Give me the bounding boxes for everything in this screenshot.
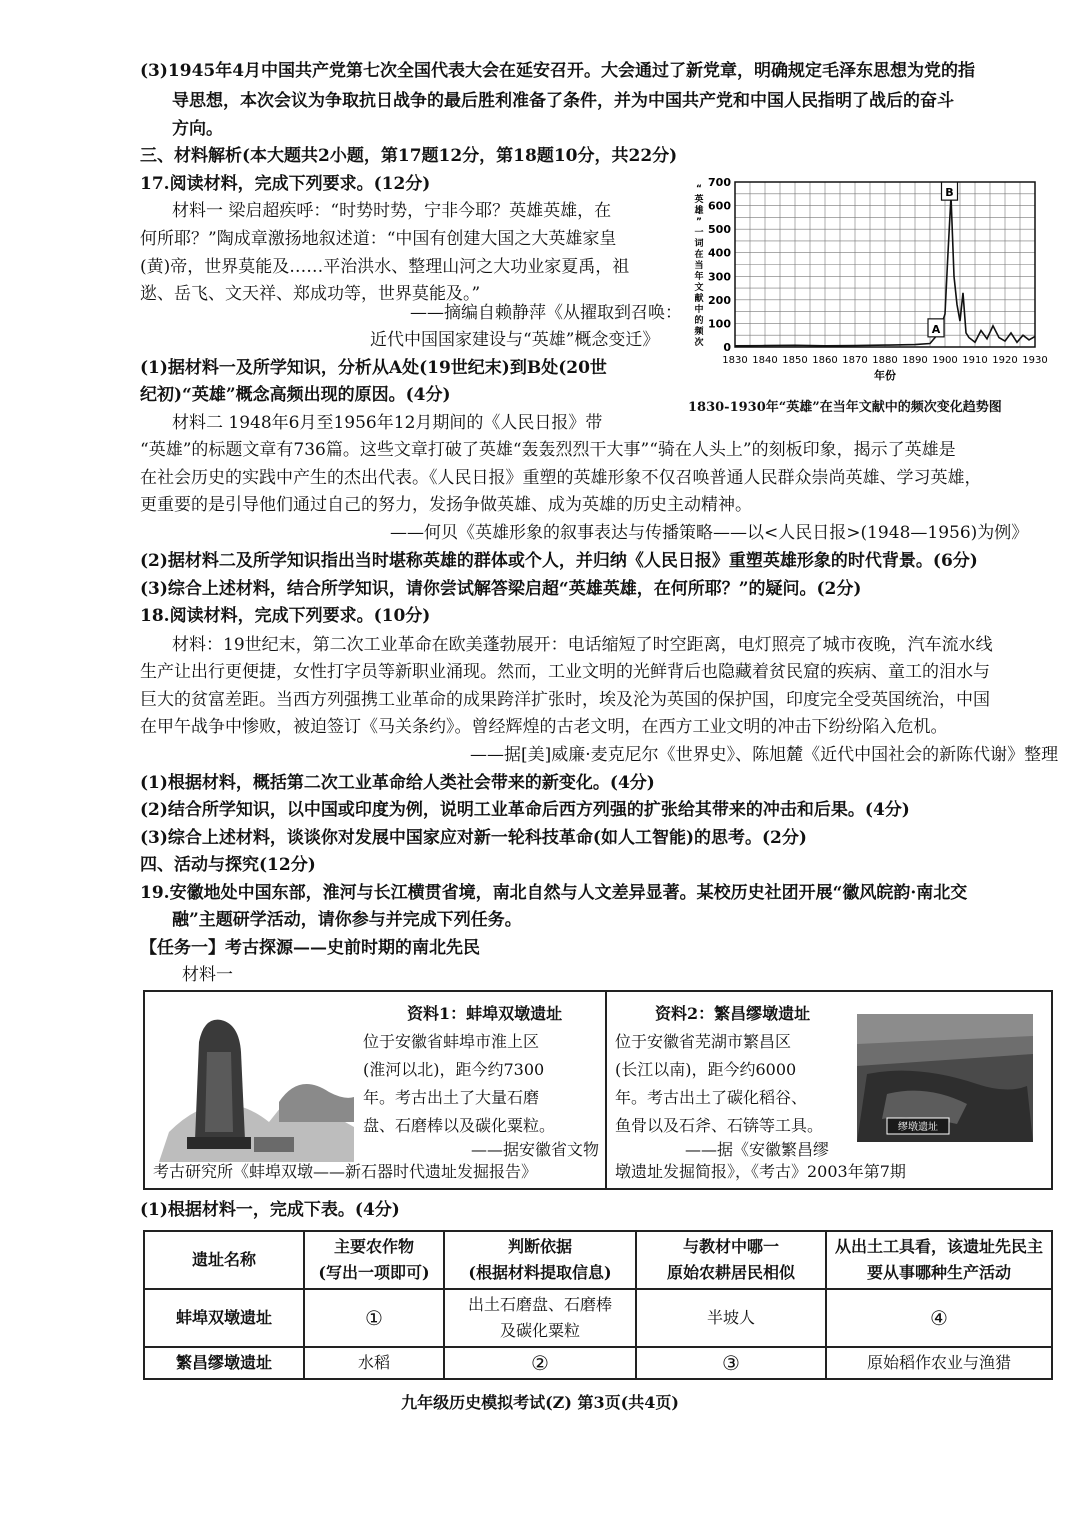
r1-crop: ①: [304, 1289, 444, 1347]
x-tick-label: 1840: [752, 355, 778, 366]
q17-m2-line4: 更重要的是引导他们通过自己的努力，发扬争做英雄、成为英雄的历史主动精神。: [140, 495, 752, 515]
y-tick-label: 600: [708, 199, 731, 213]
q17-q3: (3)综合上述材料，结合所学知识，请你尝试解答梁启超“英雄英雄，在何所耶？”的疑问。(2分): [140, 579, 862, 599]
table-row: [144, 1347, 1052, 1379]
material1-label: 材料一: [182, 965, 233, 985]
r1-site: 蚌埠双墩遗址: [144, 1289, 304, 1347]
x-axis-label: 年份: [874, 369, 896, 382]
task1-title: 【任务一】考古探源——史前时期的南北先民: [140, 938, 480, 958]
y-axis-label-char: 的: [694, 315, 704, 326]
y-axis-label-char: 频: [694, 326, 704, 337]
y-axis-label-char: 雄: [694, 205, 704, 216]
x-tick-label: 1920: [992, 355, 1018, 366]
r2-similar: ③: [636, 1347, 826, 1379]
q17-m1-line2: 何所耶？”陶成章激扬地叙述道：“中国有创建大国之大英雄家皇: [140, 229, 617, 249]
y-axis-label-char: 英: [694, 194, 704, 205]
r1-basis-line1: 出土石磨盘、石磨棒: [467, 1295, 612, 1314]
q17-m1-line3: (黄)帝，世界莫能及……平治洪水、整理山河之大功业家夏禹，祖: [140, 257, 630, 277]
q17-q1-line1: (1)据材料一及所学知识，分析从A处(19世纪末)到B处(20世: [140, 358, 607, 378]
q16-3-line3: 方向。: [172, 119, 223, 139]
r1-line4: 年。考古出土了大量石磨: [363, 1088, 540, 1107]
r2-site: 繁昌缪墩遗址: [144, 1347, 304, 1379]
r1-line3: (淮河以北)，距今约7300: [363, 1060, 545, 1079]
material-box: [143, 990, 1053, 1190]
th-similar-line1: 与教材中哪一: [682, 1237, 779, 1256]
q18-m-line2: 生产让出行更便捷，女性打字员等新职业涌现。然而，工业文明的光鲜背后也隐藏着贫民窟的疾病、童工的泪水与: [140, 662, 990, 682]
y-axis-label-char: 在: [694, 249, 704, 260]
r1-source1: ——据安徽省文物: [471, 1140, 600, 1159]
y-axis-label-char: “: [696, 183, 702, 194]
q16-3-line2: 导思想，本次会议为争取抗日战争的最后胜利准备了条件，并为中国共产党和中国人民指明了战后的奋斗: [172, 91, 954, 111]
r2-title: 资料2：繁昌缪墩遗址: [655, 1004, 811, 1023]
th-basis-line2: (根据材料提取信息): [468, 1263, 612, 1282]
q17-m1-line1: 材料一 梁启超疾呼：“时势时势，宁非今耶？英雄英雄，在: [172, 201, 612, 221]
q18-m-line3: 巨大的贫富差距。当西方列强携工业革命的成果跨洋扩张时，埃及沦为英国的保护国，印度完全受英国统治，中国: [140, 690, 990, 710]
photo-label: 缪墩遗址: [898, 1122, 938, 1133]
chart-caption: 1830-1930年“英雄”在当年文献中的频次变化趋势图: [688, 400, 1002, 415]
x-tick-label: 1910: [962, 355, 988, 366]
x-tick-label: 1850: [782, 355, 808, 366]
q18-q2: (2)结合所学知识，以中国或印度为例，说明工业革命后西方列强的扩张给其带来的冲击和后果。(4分): [140, 800, 910, 820]
q17-m1-source1: ——摘编自赖静萍《从擢取到召唤：: [410, 303, 682, 323]
q19-line2: 融”主题研学活动，请你参与并完成下列任务。: [172, 910, 522, 930]
r2-line2: 位于安徽省芜湖市繁昌区: [615, 1032, 792, 1051]
table-header-row: [144, 1231, 1052, 1289]
r1-basis-line2: 及碳化粟粒: [499, 1321, 580, 1340]
shuangdun-site-photo: [159, 1012, 359, 1162]
q18-m-line4: 在甲午战争中惨败，被迫签订《马关条约》。曾经辉煌的古老文明，在西方工业文明的冲击下纷纷陷入危机。: [140, 717, 948, 737]
annotation-a-label: A: [931, 322, 941, 336]
y-axis-label-char: ”: [696, 216, 702, 227]
frequency-chart: [685, 170, 1055, 420]
r2-basis: ②: [444, 1347, 636, 1379]
th-basis: [444, 1231, 636, 1289]
y-axis-label-char: 献: [694, 293, 704, 304]
y-tick-label: 300: [708, 270, 731, 284]
q18-source: ——据[美]威廉·麦克尼尔《世界史》、陈旭麓《近代中国社会的新陈代谢》整理: [470, 745, 1059, 765]
th-activity-line2: 要从事哪种生产活动: [866, 1263, 1011, 1282]
th-similar: [636, 1231, 826, 1289]
x-tick-label: 1890: [902, 355, 928, 366]
y-tick-label: 200: [708, 293, 731, 307]
q18-q3: (3)综合上述材料，谈谈你对发展中国家应对新一轮科技革命(如人工智能)的思考。(2分): [140, 828, 807, 848]
th-similar-line2: 原始农耕居民相似: [666, 1263, 795, 1282]
y-tick-label: 0: [723, 341, 731, 354]
q18-title: 18.阅读材料，完成下列要求。(10分): [140, 606, 431, 626]
th-activity-line1: 从出土工具看，该遗址先民主: [834, 1237, 1043, 1256]
frequency-chart-svg: [685, 170, 1055, 395]
th-crop-line2: (写出一项即可): [318, 1263, 430, 1282]
r2-line4: 年。考古出土了碳化稻谷、: [615, 1088, 808, 1107]
q17-q2: (2)据材料二及所学知识指出当时堪称英雄的群体或个人，并归纳《人民日报》重塑英雄形象的时代背景。(6分): [140, 551, 978, 571]
r2-source1: ——据《安徽繁昌缪: [685, 1140, 830, 1159]
y-axis-label-char: 年: [694, 271, 704, 282]
r2-line3: (长江以南)，距今约6000: [615, 1060, 797, 1079]
x-tick-label: 1900: [932, 355, 958, 366]
r1-line5: 盘、石磨棒以及碳化粟粒。: [363, 1116, 556, 1135]
moudun-site-photo: [857, 1014, 1033, 1142]
r1-title: 资料1：蚌埠双墩遗址: [407, 1004, 563, 1023]
q17-m2-source: ——何贝《英雄形象的叙事表达与传播策略——以<人民日报>(1948—1956)为例》: [390, 523, 1029, 543]
x-tick-label: 1830: [722, 355, 748, 366]
y-axis-label-char: 中: [694, 304, 704, 315]
th-site: 遗址名称: [144, 1231, 304, 1289]
y-tick-label: 700: [708, 176, 731, 189]
q17-m2-line3: 在社会历史的实践中产生的杰出代表。《人民日报》重塑的英雄形象不仅召唤普通人民群众崇尚英雄、学习英雄，: [140, 468, 982, 488]
th-crop-line1: 主要农作物: [333, 1237, 414, 1256]
material-divider: [605, 992, 607, 1188]
site-table: [143, 1230, 1053, 1380]
page-footer: 九年级历史模拟考试(Z) 第3页(共4页): [401, 1393, 679, 1412]
section4-title: 四、活动与探究(12分): [140, 855, 316, 875]
q18-q1: (1)根据材料，概括第二次工业革命给人类社会带来的新变化。(4分): [140, 773, 655, 793]
q19-line1: 19.安徽地处中国东部，淮河与长江横贯省境，南北自然与人文差异显著。某校历史社团开展“徽风皖韵·南北交: [140, 883, 968, 903]
y-axis-label-char: 词: [694, 238, 704, 249]
x-tick-label: 1870: [842, 355, 868, 366]
r2-crop: 水稻: [304, 1347, 444, 1379]
th-crop: [304, 1231, 444, 1289]
q17-m1-source2: 近代中国国家建设与“英雄”概念变迁》: [370, 330, 660, 350]
r2-line5: 鱼骨以及石斧、石锛等工具。: [615, 1116, 824, 1135]
q19-q1: (1)根据材料一，完成下表。(4分): [140, 1200, 400, 1220]
r2-source2: 墩遗址发掘简报》，《考古》2003年第7期: [615, 1162, 906, 1181]
q17-q1-line2: 纪初)“英雄”概念高频出现的原因。(4分): [140, 385, 451, 405]
r1-basis: [444, 1289, 636, 1347]
th-activity: [826, 1231, 1052, 1289]
y-tick-label: 100: [708, 317, 731, 331]
r1-similar: 半坡人: [636, 1289, 826, 1347]
x-tick-label: 1880: [872, 355, 898, 366]
y-tick-label: 500: [708, 223, 731, 237]
r2-activity: 原始稻作农业与渔猎: [826, 1347, 1052, 1379]
y-tick-label: 400: [708, 246, 731, 260]
q17-m1-line4: 逖、岳飞、文天祥、郑成功等，世界莫能及。”: [140, 284, 481, 304]
section3-title: 三、材料解析(本大题共2小题，第17题12分，第18题10分，共22分): [140, 146, 678, 166]
y-axis-label-char: 次: [694, 337, 704, 348]
q17-m2-line1: 材料二 1948年6月至1956年12月期间的《人民日报》带: [172, 413, 603, 433]
q17-title: 17.阅读材料，完成下列要求。(12分): [140, 174, 431, 194]
y-axis-label-char: 文: [694, 282, 704, 293]
table-row: [144, 1289, 1052, 1347]
y-axis-label-char: 一: [694, 227, 704, 238]
x-tick-label: 1930: [1022, 355, 1048, 366]
r1-line2: 位于安徽省蚌埠市淮上区: [363, 1032, 540, 1051]
q17-m2-line2: “英雄”的标题文章有736篇。这些文章打破了英雄“轰轰烈烈干大事”“骑在人头上”的刻板印象，揭示了英雄是: [140, 440, 956, 460]
q16-3-line1: (3)1945年4月中国共产党第七次全国代表大会在延安召开。大会通过了新党章，明确规定毛泽东思想为党的指: [140, 61, 976, 81]
th-basis-line1: 判断依据: [507, 1237, 572, 1256]
r1-activity: ④: [826, 1289, 1052, 1347]
annotation-b-label: B: [945, 186, 954, 200]
r1-source2: 考古研究所《蚌埠双墩——新石器时代遗址发掘报告》: [153, 1162, 538, 1181]
q18-m-line1: 材料：19世纪末，第二次工业革命在欧美蓬勃展开：电话缩短了时空距离，电灯照亮了城市夜晚，汽车流水线: [172, 635, 993, 655]
y-axis-label-char: 当: [694, 260, 704, 271]
x-tick-label: 1860: [812, 355, 838, 366]
